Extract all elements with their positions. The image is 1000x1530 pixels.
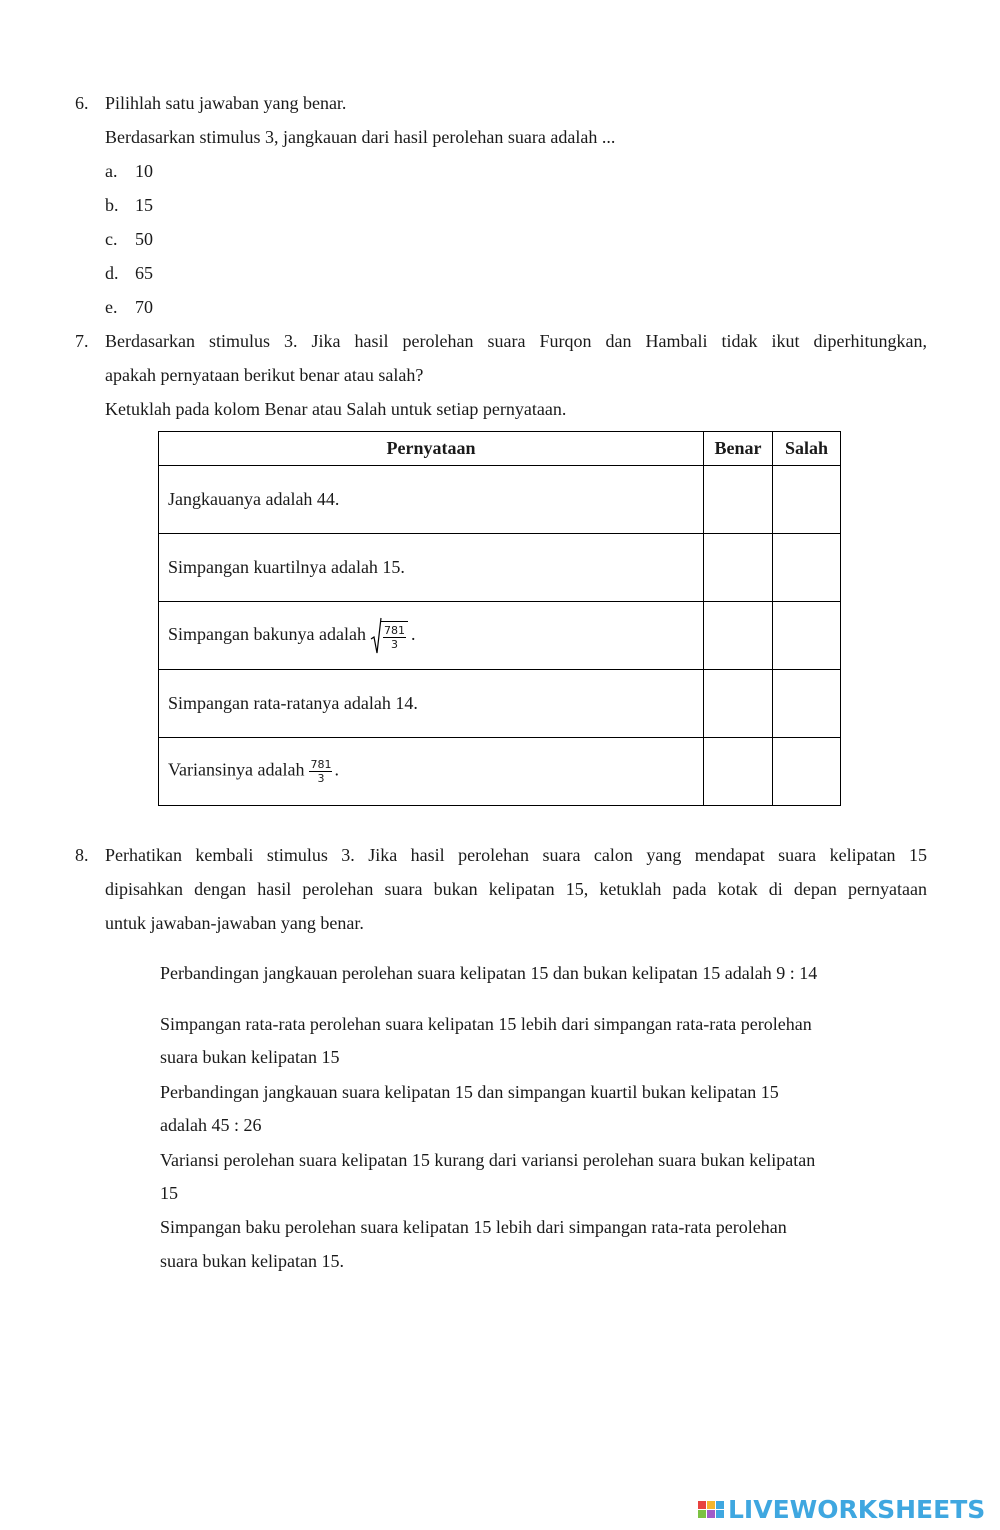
option-letter: e.: [105, 297, 118, 317]
true-answer-box[interactable]: [704, 534, 773, 602]
statement-suffix: .: [334, 759, 339, 780]
option-value: 70: [135, 297, 153, 317]
statement-line: Perbandingan jangkauan perolehan suara kelipatan 15 dan bukan kelipatan 15 adalah 9 : 14: [160, 963, 818, 983]
q8-line3: untuk jawaban-jawaban yang benar.: [105, 913, 364, 933]
option-letter: d.: [105, 263, 119, 283]
q8-line2: dipisahkan dengan hasil perolehan suara bukan kelipatan 15, ketuklah pada kotak di depan pernyataan: [105, 879, 927, 899]
q8-line1: Perhatikan kembali stimulus 3. Jika hasil perolehan suara calon yang mendapat suara kelipatan 15: [105, 845, 927, 865]
table-row: [159, 670, 841, 738]
true-answer-box[interactable]: [704, 466, 773, 534]
q8-number: 8.: [75, 845, 89, 865]
true-answer-box[interactable]: [704, 602, 773, 670]
logo-block: [707, 1501, 715, 1509]
fraction-expression: [309, 758, 332, 785]
statement-line: Simpangan baku perolehan suara kelipatan 15 lebih dari simpangan rata-rata perolehan: [160, 1217, 787, 1237]
logo-block: [707, 1510, 715, 1518]
table-row: [159, 738, 841, 806]
liveworksheets-logo: [698, 1494, 985, 1524]
logo-block: [716, 1510, 724, 1518]
statement-line: suara bukan kelipatan 15: [160, 1047, 340, 1067]
table-row: [159, 602, 841, 670]
q6-question: Berdasarkan stimulus 3, jangkauan dari hasil perolehan suara adalah ...: [105, 127, 616, 147]
sqrt-denominator: 3: [390, 637, 398, 651]
statement-line: Simpangan rata-rata perolehan suara kelipatan 15 lebih dari simpangan rata-rata perolehan: [160, 1014, 812, 1034]
option-letter: b.: [105, 195, 119, 215]
statement-text: Variansinya adalah: [168, 759, 305, 780]
false-answer-box[interactable]: [773, 602, 841, 670]
q7-line1: Berdasarkan stimulus 3. Jika hasil perolehan suara Furqon dan Hambali tidak ikut diperhitungkan,: [105, 331, 927, 351]
false-answer-box[interactable]: [773, 738, 841, 806]
statement-cell: [159, 602, 704, 670]
logo-blocks-icon: [698, 1501, 724, 1518]
true-answer-box[interactable]: [704, 738, 773, 806]
logo-block: [698, 1501, 706, 1509]
statement-suffix: .: [410, 623, 416, 644]
option-value: 15: [135, 195, 153, 215]
option-value: 65: [135, 263, 153, 283]
header-true: Benar: [704, 432, 773, 466]
option-value: 10: [135, 161, 153, 181]
logo-block: [716, 1501, 724, 1509]
true-answer-box[interactable]: [704, 670, 773, 738]
statement-text: Simpangan bakunya adalah: [168, 623, 366, 644]
q6-instruction: Pilihlah satu jawaban yang benar.: [105, 93, 347, 113]
statement-line: Variansi perolehan suara kelipatan 15 kurang dari variansi perolehan suara bukan kelipatan: [160, 1150, 816, 1170]
true-false-table: [158, 431, 841, 806]
header-statement: Pernyataan: [159, 432, 704, 466]
square-root-expression: [370, 617, 408, 655]
table-row: [159, 466, 841, 534]
logo-text: LIVEWORKSHEETS: [728, 1494, 986, 1524]
statement-cell: Jangkauanya adalah 44.: [159, 466, 704, 534]
sqrt-numerator: 781: [383, 623, 405, 637]
header-false: Salah: [773, 432, 841, 466]
statement-line: Perbandingan jangkauan suara kelipatan 15 dan simpangan kuartil bukan kelipatan 15: [160, 1082, 779, 1102]
table-header-row: [159, 432, 841, 466]
statement-cell: [159, 738, 704, 806]
false-answer-box[interactable]: [773, 534, 841, 602]
false-answer-box[interactable]: [773, 670, 841, 738]
option-value: 50: [135, 229, 153, 249]
option-letter: a.: [105, 161, 118, 181]
q7-line3: Ketuklah pada kolom Benar atau Salah untuk setiap pernyataan.: [105, 399, 567, 419]
q6-number: 6.: [75, 93, 89, 113]
statement-line: 15: [160, 1183, 178, 1203]
statement-line: adalah 45 : 26: [160, 1115, 262, 1135]
option-letter: c.: [105, 229, 118, 249]
false-answer-box[interactable]: [773, 466, 841, 534]
q7-number: 7.: [75, 331, 89, 351]
table-row: [159, 534, 841, 602]
fraction-denominator: 3: [317, 772, 325, 785]
q7-line2: apakah pernyataan berikut benar atau salah?: [105, 365, 424, 385]
fraction-numerator: 781: [310, 758, 332, 771]
logo-block: [698, 1510, 706, 1518]
statement-cell: Simpangan rata-ratanya adalah 14.: [159, 670, 704, 738]
statement-cell: Simpangan kuartilnya adalah 15.: [159, 534, 704, 602]
statement-line: suara bukan kelipatan 15.: [160, 1251, 344, 1271]
